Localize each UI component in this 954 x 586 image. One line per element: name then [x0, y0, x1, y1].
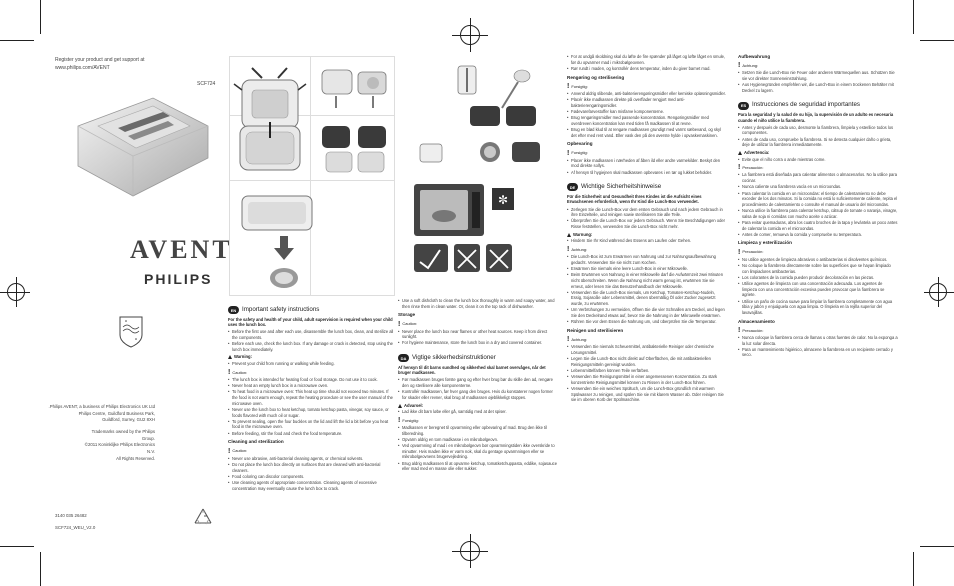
remove-lid-illustration: [232, 118, 310, 178]
subsection-heading: Almacenamiento: [738, 318, 775, 324]
list-item: • Utilice un paño de cocina suave para limpiar la fiambrera completamente con agua tibia y jabón y enjuáguela con agua limpia. O límpiela en la rejilla superior del lavavajillas.: [738, 299, 898, 316]
list-item: • Placer ikke madkassen i nærheden af åben ild eller andre varmekilder. Beskyt den mod direkte sollys.: [567, 158, 727, 169]
list-item: • The lunch box is intended for heating food or food storage. Do not use it to cook.: [228, 377, 394, 383]
warning-icon: [228, 355, 232, 359]
list-item: • Brug en blød klud til at rengøre madkassen grundigt med varmt sæbevand, og skyl det efter med rent vand. Eller vask den på den øverste hylde i opvaskemaskinen.: [567, 127, 727, 138]
subsection-heading: Reinigen und sterilisieren: [567, 327, 624, 333]
company-line: ©2011 Koninklijke Philips Electronics N.V.: [84, 442, 155, 454]
subsection-heading: Storage: [398, 312, 416, 318]
company-line: Philips Centre, Guildford Business Park,: [78, 410, 155, 416]
list-item: • La fiambrera está diseñada para calentar alimentos o almacenarlos. No la utilice para cocinar.: [738, 172, 898, 183]
list-item: • Nunca caliente una fiambrera vacía en un microondas.: [738, 184, 898, 190]
caution-label: Achtung:: [571, 336, 588, 342]
de-es-section: [738, 54, 898, 359]
registration-mark: [16, 277, 17, 307]
warning-label: Advertencia:: [744, 149, 770, 155]
list-item: • Brug rengøringsmidler med passende koncentration. Rengøringsmidler med overdreven koncentration kan med tiden få madkassen til at revne.: [567, 115, 727, 126]
list-item: • Placér ikke madkassen direkte på overflader rengjort med anti-bakterierengøringsmidler.: [567, 97, 727, 108]
intro-text: Für die Sicherheit und Gesundheit Ihres Kindes ist die Aufsicht eines Erwachsenen erforderlich, wenn Ihr Kind die Lunch-Box verwendet.: [567, 193, 702, 205]
section-title: Wichtige Sicherheitshinweise: [581, 183, 662, 191]
list-item: • Rühren Sie vor dem Essen die Nahrung um, und überprüfen Sie die Temperatur.: [567, 319, 727, 325]
list-item: • Rør rundt i maden, og kontrollér dens temperatur, inden du giver barnet mad.: [567, 66, 727, 72]
recycle-icon: [192, 507, 214, 527]
list-item: • Um Verbrühungen zu vermeiden, öffnen Sie die vier Schnallen am Deckel, und legen Sie den Deckelrand etwas auf, bevor Sie die Nahrung in der Mikrowelle erwärmen.: [567, 307, 727, 318]
microwave-and-symbols: [410, 180, 540, 280]
crop-mark: [913, 552, 914, 586]
registration-mark: [470, 534, 471, 568]
svg-text:✼: ✼: [497, 193, 509, 207]
subsection-heading: Rengøring og sterilisering: [567, 74, 625, 80]
language-badge: EN: [228, 306, 239, 314]
crop-mark: [913, 0, 914, 34]
da-de-section: [567, 54, 727, 403]
list-item: • Para calentar la comida en un microondas: el tiempo de calentamiento no debe exceder de los dos minutos. Si la comida no está lo suficientemente caliente, repita el procedimiento de calentamiento o consulte el manual de usuario del microondas.: [738, 191, 898, 208]
list-item: • Verwenden Sie niemals Scheuermittel, antibakterielle Reiniger oder chemische Lösungsmittel.: [567, 344, 727, 355]
revision-code: SCF724_WEU_V2.0: [55, 525, 96, 530]
warning-label: Warnung:: [573, 231, 593, 237]
list-item: • Legen Sie die Lunch-Box nicht direkt auf Oberflächen, die mit antibakteriellen Reinigungsmitteln gereinigt wurden.: [567, 356, 727, 367]
list-item: • Verwenden Sie Reinigungsmittel in einer angemessenen Konzentration. Zu stark konzentrierte Reinigungsmittel können zu Rissen in der Lunch-Box führen.: [567, 374, 727, 385]
caution-label: Precaución:: [742, 327, 764, 333]
crop-mark: [920, 40, 954, 41]
list-item: • Prevent your child from running or walking while feeding.: [228, 361, 394, 367]
stack-illustration: [232, 186, 392, 294]
company-line: Guildford, Surrey, GU2 8XH: [102, 417, 155, 423]
list-item: • Før madkassen bruges første gang og efter hver brug bør du skille den ad, rengøre den og sterilisere alle komponenterne.: [398, 377, 558, 388]
list-item: • Para un mantenimiento higiénico, almacene la fiambrera en un recipiente cerrado y seco.: [738, 347, 898, 358]
list-item: • To prevent sealing, open the four buckles on the lid and lift the lid a bit before you heat food in the microwave oven.: [228, 419, 394, 430]
subsection-heading: Limpieza y esterilización: [738, 240, 792, 246]
crop-mark: [920, 546, 954, 547]
lunch-box-photo: [58, 86, 218, 206]
crop-mark: [40, 0, 41, 34]
caution-label: Achtung:: [571, 246, 588, 252]
list-item: • Nunca utilice la fiambrera para calentar ketchup, cátsup de tomate o naranja, vinagre, salsa de soja ni comidas con mucho aceite o azúcar.: [738, 208, 898, 219]
list-item: • Verwenden Sie die Lunch-Box niemals, um Ketchup, Tomaten-Ketchup-Nudeln, Essig, Sojasoße oder Lebensmittel, denen übermäßig Öl oder Zucker zugesetzt wurde, zu erwärmen.: [567, 290, 727, 307]
list-item: • Antes de cada uso, compruebe la fiambrera. Si se detecta cualquier daño o grieta, deje de utilizar la fiambrera inmediatamente.: [738, 137, 898, 148]
list-item: • Zerlegen Sie die Lunch-Box vor dem ersten Gebrauch und nach jedem Gebrauch in ihre Einzelteile, und reinigen sowie sterilisieren Sie alle Teile.: [567, 207, 727, 218]
intro-text: For the safety and health of your child, adult supervision is required when your child uses the lunch box.: [228, 316, 393, 328]
registration-mark: [938, 277, 939, 307]
caution-label: Caution:: [232, 369, 248, 375]
company-line: Philips AVENT, a business of Philips Electronics UK Ltd.: [48, 404, 155, 409]
subsection-heading: Aufbewahrung: [738, 54, 771, 59]
caution-icon: !: [567, 149, 570, 157]
avent-logo: AVENT: [130, 235, 233, 264]
document-code: 3140 035 26482: [55, 513, 87, 518]
language-badge: ES: [738, 102, 749, 110]
list-item: • Opvarm aldrig en tom madkasse i en mikrobølgeovn.: [398, 437, 558, 443]
list-item: • Never place the lunch box near flames or other heat sources. Keep it from direct sunlight.: [398, 329, 558, 340]
list-item: • Food coloring can discolor components.: [228, 474, 394, 480]
caution-icon: !: [228, 368, 231, 376]
warning-icon: [398, 404, 402, 408]
list-item: • Anvend aldrig slibende, anti-bakterierengøringsmidler eller kemiske opløsningsmidler.: [567, 91, 727, 97]
disassemble-illustration: [318, 62, 392, 112]
crop-mark: [0, 546, 34, 547]
caution-icon: !: [738, 164, 741, 172]
parts-illustration: [318, 120, 392, 178]
register-block: [55, 56, 145, 72]
crop-mark: [40, 552, 41, 586]
list-item: • Before the first use and after each use, disassemble the lunch box, clean, and sterilize all the components.: [228, 329, 394, 340]
caution-icon: !: [398, 417, 401, 425]
list-item: • Before feeding, stir the food and check the food temperature.: [228, 431, 394, 437]
en-section: [228, 302, 394, 492]
caution-label: Precaución:: [742, 165, 764, 171]
registration-mark: [0, 292, 30, 293]
list-item: • To heat food in a microwave oven: This heat up time should not exceed two minutes. If the food is not warm enough, repeat the heating procedure or see the user manual of the microwave oven.: [228, 389, 394, 406]
list-item: • Hindern Sie Ihr Kind während des Essens am Laufen oder Gehen.: [567, 238, 727, 244]
list-item: • For at undgå skoldning skal du løfte de fire spænder på låget og løfte låget en smule, før du opvarmer mad i mikrobølgeovnen.: [567, 54, 727, 65]
caution-label: Caution:: [232, 448, 248, 454]
list-item: • Use a soft dishcloth to clean the lunch box thoroughly in warm and soapy water, and then rinse them in clean water. Or, clean it on the top rack of dishwasher.: [398, 298, 558, 309]
section-title: Vigtige sikkerhedsinstruktioner: [412, 354, 496, 362]
registration-mark: [470, 18, 471, 52]
philips-logo: PHILIPS: [144, 271, 213, 287]
list-item: • Beim Erwärmen von Nahrung in einer Mikrowelle darf die Aufwärmzeit zwei Minuten nicht überschreiten. Wenn die Nahrung nicht warm genug ist, erwärmen Sie sie erneut, oder lesen Sie das Benutzerhandbuch der Mikrowelle.: [567, 272, 727, 289]
caution-icon: !: [567, 336, 570, 344]
intro-text: Af hensyn til dit barns sundhed og sikkerhed skal barnet overvåges, når det bruger madkassen.: [398, 364, 546, 376]
warning-label: Warning:: [234, 354, 252, 360]
list-item: • Die Lunch-Box ist zum Erwärmen von Nahrung und zur Nahrungsaufbewahrung gedacht. Verwenden Sie sie nicht zum Kochen.: [567, 254, 727, 265]
list-item: • Aus Hygienegründen empfehlen wir, die Lunch-Box in einem trockenen Behälter mit Deckel zu lagern.: [738, 82, 898, 93]
list-item: • No utilice agentes de limpieza abrasivos o antibacterias ni disolventes químicos.: [738, 257, 898, 263]
caution-icon: !: [567, 246, 570, 254]
section-title: Important safety instructions: [242, 306, 320, 313]
language-badge: DE: [567, 183, 578, 191]
list-item: • Never use abrasive, anti-bacterial cleaning agents, or chemical solvents.: [228, 456, 394, 462]
caution-icon: !: [738, 62, 741, 70]
section-title: Instrucciones de seguridad importantes: [752, 101, 860, 109]
registration-mark: [924, 292, 954, 293]
list-item: • Nunca coloque la fiambrera cerca de llamas u otras fuentes de calor. No la exponga a la luz solar directa.: [738, 335, 898, 346]
model-number: SCF724: [197, 81, 216, 87]
caution-icon: !: [398, 320, 401, 328]
list-item: • Erwärmen Sie niemals eine leere Lunch-Box in einer Mikrowelle.: [567, 266, 727, 272]
utensils-illustration: [400, 62, 550, 170]
caution-label: Caution:: [402, 321, 418, 327]
intro-text: Para la seguridad y la salud de su hijo, la supervisión de un adulto es necesaria cuando el niño utilice la fiambrera.: [738, 112, 894, 123]
crop-mark: [0, 40, 34, 41]
list-item: • Antes y después de cada uso, desmonte la fiambrera, límpiela y esterilice todos los componentes.: [738, 125, 898, 136]
warning-label: Advarsel:: [404, 402, 424, 408]
caution-label: Precaución:: [742, 249, 764, 255]
divider: [229, 180, 395, 181]
list-item: • Never use the lunch box to heat ketchup, tomato ketchup pasta, vinegar, soy sauce, or foods flavored with much oil or sugar.: [228, 407, 394, 418]
list-item: • Af hensyn til hygiejnen skal madkassen opbevares i en tør og lukket beholder.: [567, 170, 727, 176]
warning-icon: [738, 151, 742, 155]
list-item: • Lebensmittelfarben können Teile verfärben.: [567, 368, 727, 374]
register-line: Register your product and get support at: [55, 57, 145, 63]
en-da-section: [398, 298, 558, 473]
caution-icon: !: [738, 326, 741, 334]
list-item: • Evite que el niño corra o ande mientras come.: [738, 157, 898, 163]
list-item: • Lad ikke dit barn løbe eller gå, samtidig med at det spiser.: [398, 409, 558, 415]
language-badge: DA: [398, 354, 409, 362]
list-item: • Before each use, check the lunch box. If any damage or crack is detected, stop using the lunch box immediately.: [228, 341, 394, 352]
list-item: • Kontrollér madkassen, før hver gang den bruges. Hvis du konstaterer nogen former for skader eller revner, skal brug af madkassen øjeblikkeligt stoppes.: [398, 389, 558, 400]
list-item: • Utilice agentes de limpieza con una concentración adecuada. Los agentes de limpieza con una concentración excesiva pueden provocar que la fiambrera se agriete.: [738, 281, 898, 298]
list-item: • No coloque la fiambrera directamente sobre las superficies que se hayan limpiado con limpiadores antibacterias.: [738, 263, 898, 274]
company-info: [48, 404, 155, 462]
caution-label: Forsigtig:: [402, 417, 419, 423]
list-item: • Setzen Sie die Lunch-Box nie Feuer oder anderen Wärmequellen aus. Schützen Sie sie vor direkter Sonneneinstrahlung.: [738, 70, 898, 81]
warning-icon: [567, 233, 571, 237]
list-item: • Brug aldrig madkassen til at opvarme ketchup, tomatketchuppasta, eddike, sojasauce eller mad med en masse olie eller sukker.: [398, 461, 558, 472]
register-url: www.philips.com/AVENT: [55, 65, 110, 71]
list-item: • Antes de comer, remueva la comida y compruebe su temperatura.: [738, 232, 898, 238]
caution-label: Achtung:: [742, 63, 759, 69]
list-item: • Madkassen er beregnet til opvarmning eller opbevaring af mad. Brug den ikke til tilberedning.: [398, 425, 558, 436]
company-line: Trademarks owned by the Philips Group.: [91, 428, 155, 441]
company-line: All Rights Reserved.: [116, 455, 155, 461]
caution-icon: !: [228, 447, 231, 455]
list-item: • Verwenden Sie ein weiches Spültuch, um die Lunch-Box gründlich mit warmem Spülwasser zu reinigen, und spülen Sie sie mit klarem Wasser ab. Oder reinigen Sie sie im oberen Korb der Spülmaschine.: [567, 386, 727, 403]
list-item: • For hygiene maintenance, store the lunch box in a dry and covered container.: [398, 340, 558, 346]
list-item: • Überprüfen Sie die Lunch-Box vor jedem Gebrauch. Wenn Sie Beschädigungen oder Risse feststellen, verwenden Sie die Lunch-Box nicht mehr.: [567, 218, 727, 229]
list-item: • Never heat an empty lunch box in a microwave oven.: [228, 383, 394, 389]
list-item: • Para evitar quemaduras, abra los cuatro broches de la tapa y levántela un poco antes de calentar la comida en el microondas.: [738, 220, 898, 231]
list-item: • Los colorantes de la comida pueden producir decoloración en las piezas.: [738, 275, 898, 281]
philips-shield-icon: [118, 315, 144, 349]
list-item: • Do not place the lunch box directly on surfaces that are cleaned with anti-bacterial cleaners.: [228, 462, 394, 473]
caution-label: Forsigtig:: [571, 150, 588, 156]
subsection-heading: Cleaning and sterilization: [228, 439, 284, 445]
caution-icon: !: [567, 82, 570, 90]
caution-icon: !: [738, 248, 741, 256]
subsection-heading: Opbevaring: [567, 141, 593, 147]
list-item: • Ved opvarmning af mad i en mikrobølgeovn bør opvarmningstiden ikke overskride to minutter. Hvis maden ikke er varm nok, skal du gentage opvarmningen eller se mikrobølgeovnens brugervejledning.: [398, 443, 558, 460]
list-item: • Use cleaning agents of appropriate concentration. Cleaning agents of excessive concentration may eventually cause the lunch box to crack.: [228, 480, 394, 491]
caution-label: Forsigtig:: [571, 83, 588, 89]
list-item: • Fødevarefarvestoffer kan misfarve komponenterne.: [567, 109, 727, 115]
